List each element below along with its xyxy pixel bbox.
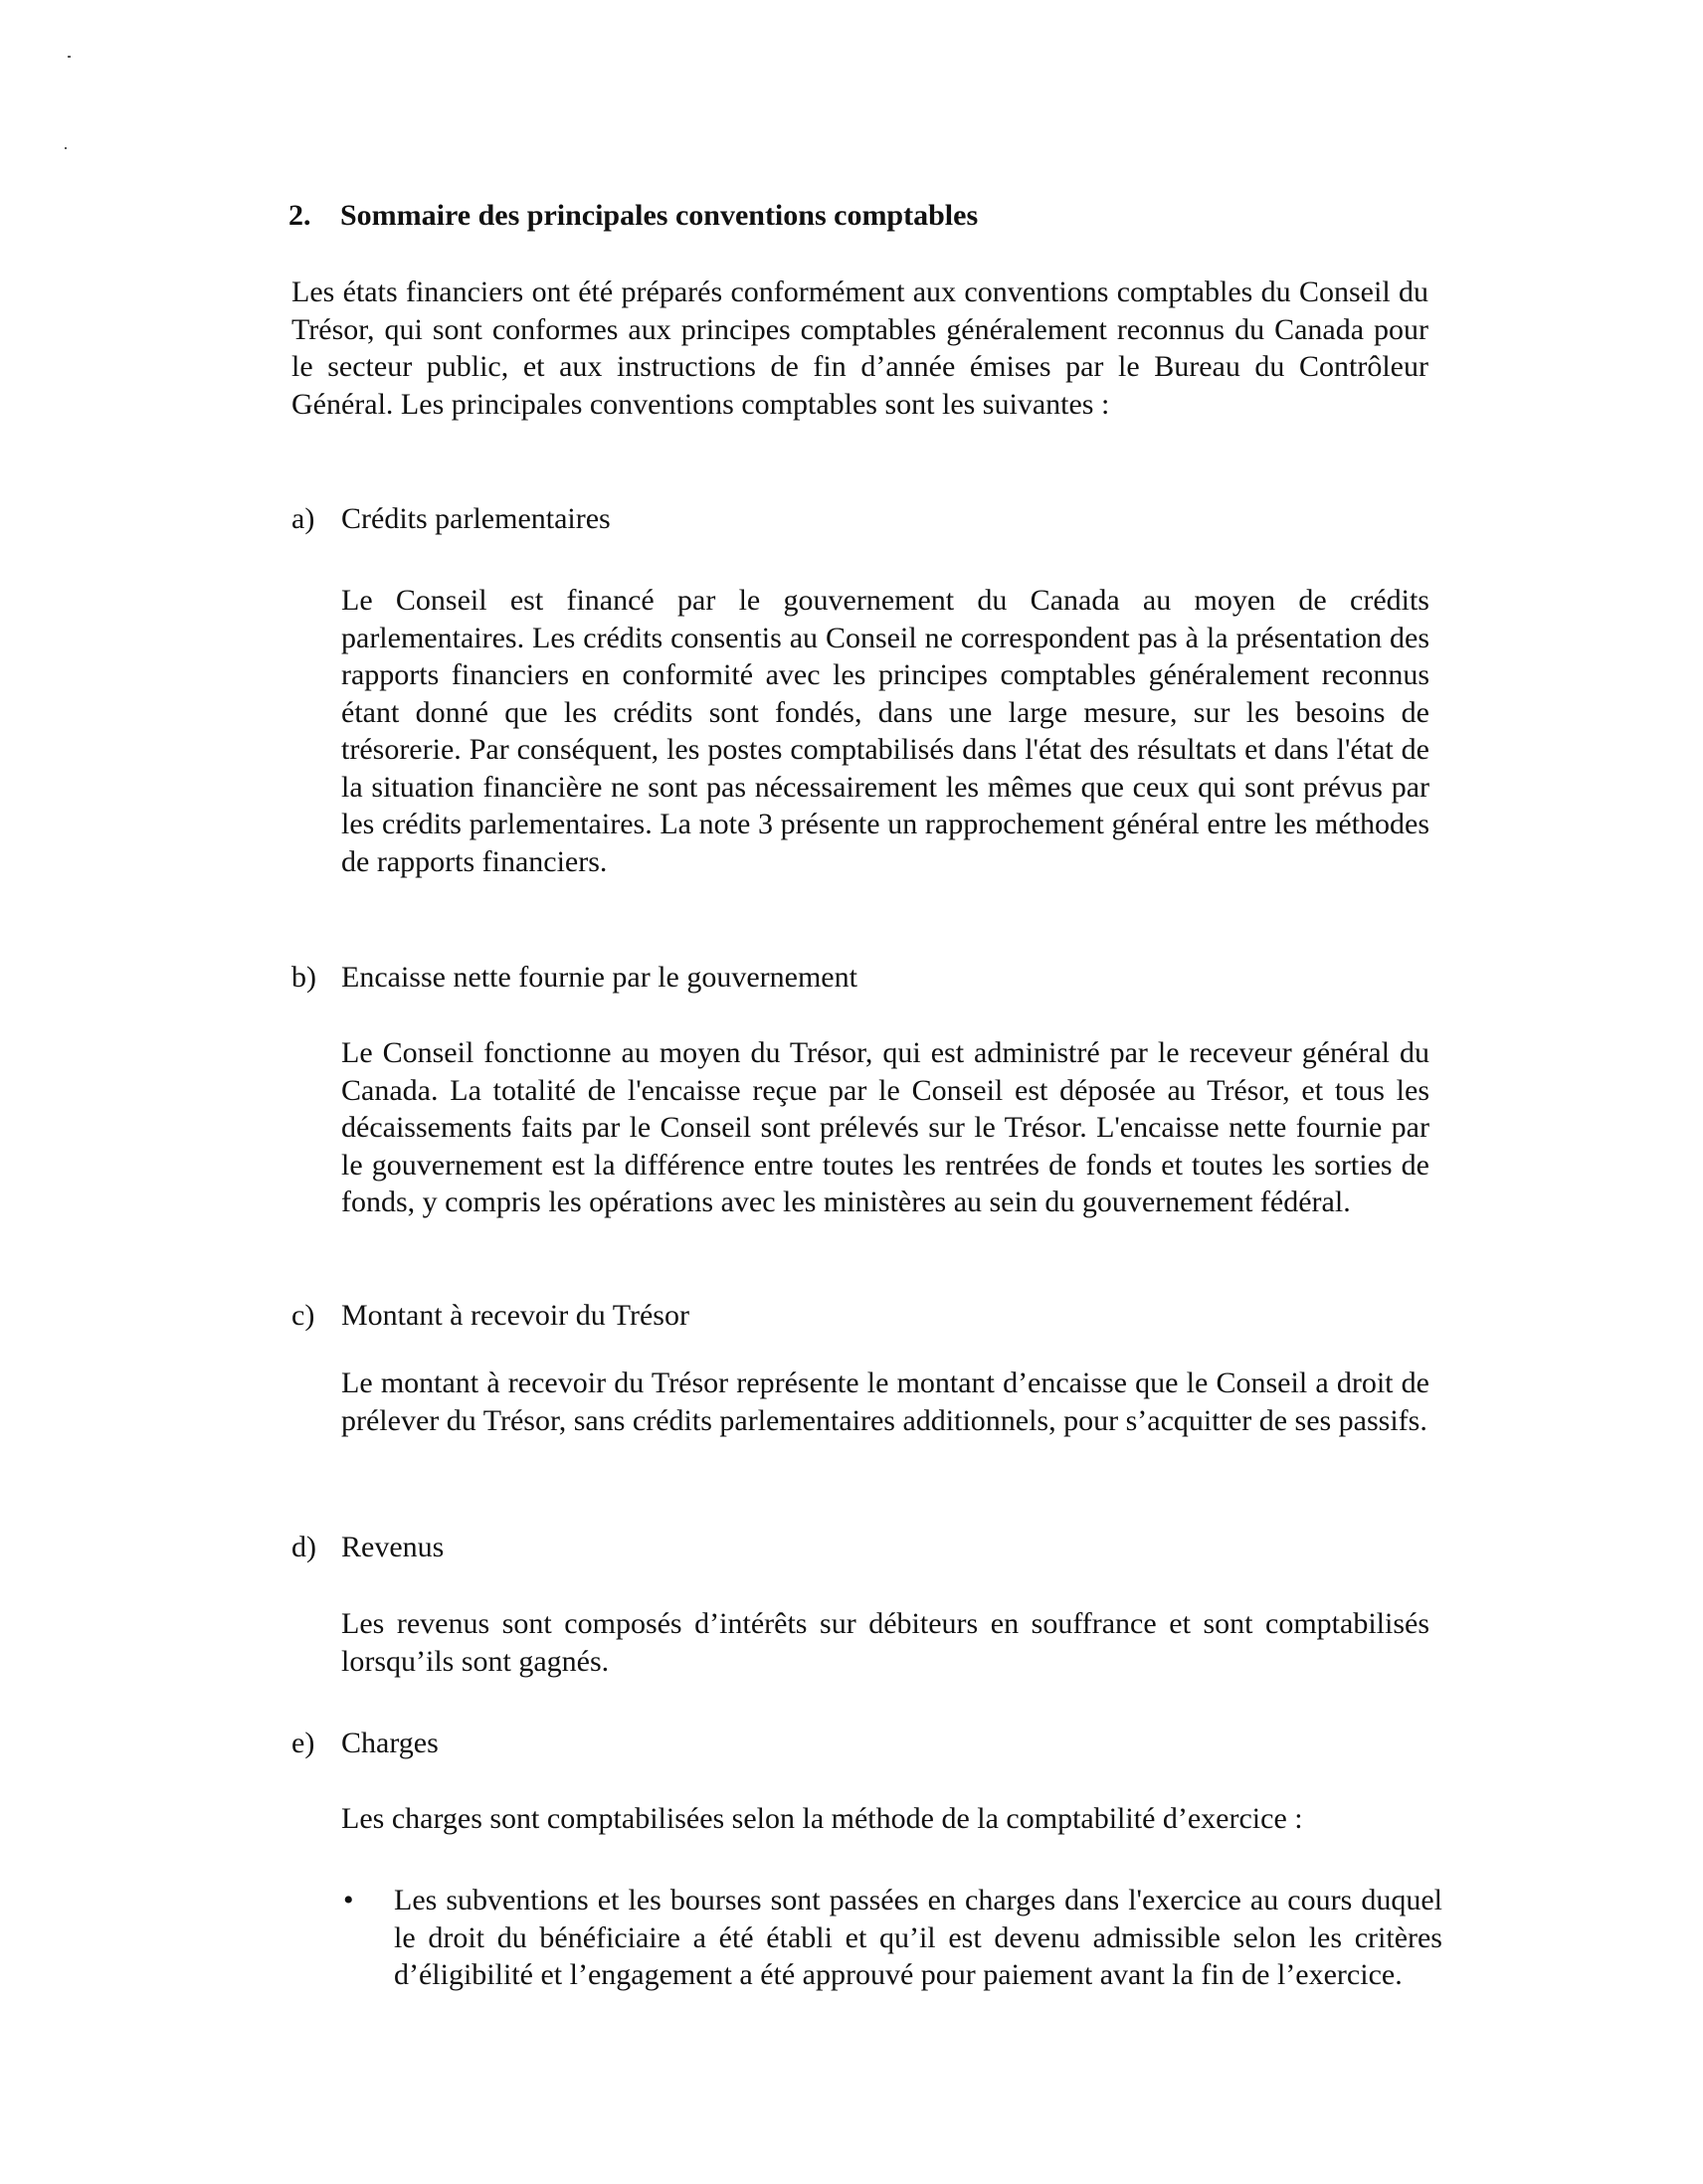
subsection-title-e xyxy=(291,1725,439,1762)
subsection-title-d xyxy=(291,1529,444,1566)
subsection-label: Revenus xyxy=(341,1531,445,1563)
subsection-body-b: Le Conseil fonctionne au moyen du Trésor, qui est administré par le receveur général du Canada. La totalité de l'encaisse reçue par le Conseil est déposée au Trésor, et tous les décaissements faits par le Conseil sont prélevés sur le Trésor. L'encaisse nette fournie par le gouvernement est la différence entre toutes les rentrées de fonds et toutes les sorties de fonds, y compris les opérations avec les ministères au sein du gouvernement fédéral. xyxy=(341,1036,1429,1218)
subsection-letter: d) xyxy=(291,1531,316,1563)
subsection-label: Encaisse nette fournie par le gouvernement xyxy=(341,961,857,994)
section-heading xyxy=(288,197,978,235)
heading-title: Sommaire des principales conventions comptables xyxy=(340,199,979,232)
subsection-letter: a) xyxy=(291,502,315,535)
bullet-item-text: Les subventions et les bourses sont passées en charges dans l'exercice au cours duquel le droit du bénéficiaire a été établi et qu’il est devenu admissible selon les critères d’éligibilité et l’engagement a été approuvé pour paiement avant la fin de l’exercice. xyxy=(394,1884,1442,1991)
subsection-body-e: Les charges sont comptabilisées selon la méthode de la comptabilité d’exercice : xyxy=(341,1802,1303,1835)
bullet-icon: • xyxy=(343,1884,354,1916)
subsection-title-b xyxy=(291,959,857,997)
subsection-label: Charges xyxy=(341,1727,439,1759)
subsection-label: Crédits parlementaires xyxy=(341,502,611,535)
subsection-body-d: Les revenus sont composés d’intérêts sur débiteurs en souffrance et sont comptabilisés lorsqu’ils sont gagnés. xyxy=(341,1607,1429,1678)
heading-number: 2. xyxy=(288,199,311,232)
scan-speck xyxy=(68,56,71,58)
subsection-title-c xyxy=(291,1297,689,1335)
subsection-letter: b) xyxy=(291,961,316,994)
subsection-label: Montant à recevoir du Trésor xyxy=(341,1299,689,1332)
subsection-body-c: Le montant à recevoir du Trésor représente le montant d’encaisse que le Conseil a droit de prélever du Trésor, sans crédits parlementaires additionnels, pour s’acquitter de ses passifs. xyxy=(341,1366,1429,1437)
intro-paragraph: Les états financiers ont été préparés conformément aux conventions comptables du Conseil du Trésor, qui sont conformes aux principes comptables généralement reconnus du Canada pour le secteur public, et aux instructions de fin d’année émises par le Bureau du Contrôleur Général. Les principales conventions comptables sont les suivantes : xyxy=(291,275,1428,421)
scan-speck xyxy=(65,147,67,149)
subsection-letter: e) xyxy=(291,1727,315,1759)
subsection-body-a: Le Conseil est financé par le gouvernement du Canada au moyen de crédits parlementaires. Les crédits consentis au Conseil ne correspondent pas à la présentation des rapports financiers en conformité avec les principes comptables généralement reconnus étant donné que les crédits sont fondés, dans une large mesure, sur les besoins de trésorerie. Par conséquent, les postes comptabilisés dans l'état des résultats et dans l'état de la situation financière ne sont pas nécessairement les mêmes que ceux qui sont prévus par les crédits parlementaires. La note 3 présente un rapprochement général entre les méthodes de rapports financiers. xyxy=(341,584,1429,878)
subsection-title-a xyxy=(291,500,611,538)
subsection-letter: c) xyxy=(291,1299,315,1332)
